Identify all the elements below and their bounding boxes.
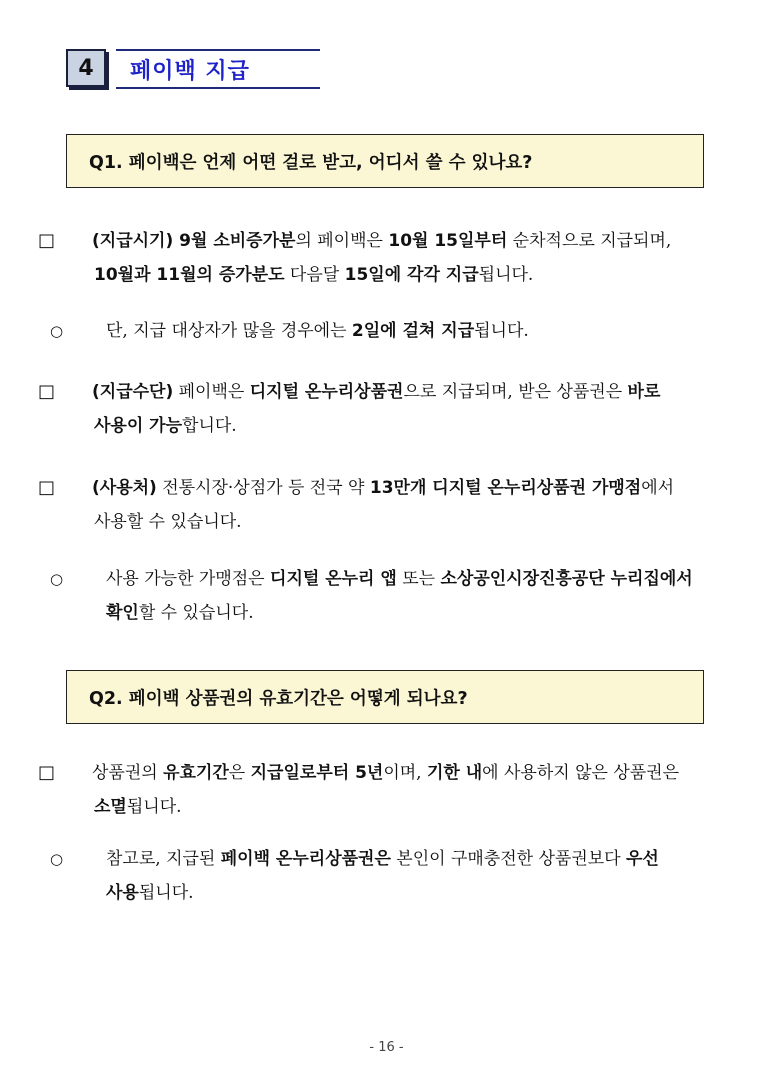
- emphasis-text: 10월과 11월의 증가분도: [94, 265, 285, 285]
- emphasis-text: 페이백 온누리상품권은: [220, 849, 391, 869]
- body-text: 상품권의: [92, 763, 164, 783]
- body-text: 또는: [396, 569, 441, 589]
- body-text: 됩니다.: [138, 883, 194, 903]
- emphasis-text: 13만개 디지털 온누리상품권 가맹점: [369, 478, 642, 498]
- body-text: 으로 지급되며, 받은 상품권은: [403, 382, 628, 402]
- q2-item-validity: [38, 756, 712, 824]
- body-text: 다음달: [284, 265, 345, 285]
- body-text: 단, 지급 대상자가 많을 경우에는: [106, 321, 352, 341]
- body-text: 됩니다.: [478, 265, 534, 285]
- body-text: 본인이 구매충전한 상품권보다: [390, 849, 626, 869]
- body-text: 에 사용하지 않은 상품권은: [482, 763, 680, 783]
- emphasis-text: 소멸: [94, 797, 127, 817]
- q1-item-usage-place: [38, 471, 712, 539]
- q2-subitem-priority: [50, 842, 712, 910]
- section-number: 4: [66, 49, 106, 87]
- body-text: 에서 사용할 수 있습니다.: [94, 478, 675, 532]
- page-number: - 16 -: [369, 1040, 404, 1055]
- q1-item-timing: [38, 224, 712, 292]
- body-text: 참고로, 지급된: [106, 849, 221, 869]
- emphasis-text: 유효기간: [163, 763, 229, 783]
- body-text: 이며,: [383, 763, 427, 783]
- circle-bullet-icon: ○: [50, 322, 64, 340]
- body-text: 됩니다.: [474, 321, 529, 341]
- emphasis-text: (지급수단): [92, 382, 174, 402]
- body-text: 할 수 있습니다.: [138, 603, 254, 623]
- checkbox-bullet-icon: □: [38, 381, 56, 402]
- circle-bullet-icon: ○: [50, 570, 64, 588]
- checkbox-bullet-icon: □: [38, 762, 56, 783]
- question-text: Q1. 페이백은 언제 어떤 걸로 받고, 어디서 쓸 수 있나요?: [89, 152, 533, 173]
- emphasis-text: 디지털 온누리 앱: [270, 569, 397, 589]
- body-text: 순차적으로 지급되며,: [507, 231, 672, 251]
- emphasis-text: 2일에 걸쳐 지급: [351, 321, 475, 341]
- q1-subitem-store-check: [50, 562, 712, 630]
- body-text: 합니다.: [182, 416, 237, 436]
- emphasis-text: 지급일로부터 5년: [250, 763, 384, 783]
- circle-bullet-icon: ○: [50, 850, 64, 868]
- section-title: 페이백 지급: [116, 49, 320, 89]
- body-text: 페이백은: [173, 382, 250, 402]
- emphasis-text: (지급시기) 9월 소비증가분: [92, 231, 296, 251]
- question-text: Q2. 페이백 상품권의 유효기간은 어떻게 되나요?: [89, 688, 468, 709]
- emphasis-text: 바로 사용이 가능: [94, 382, 661, 436]
- emphasis-text: 소상공인시장진흥공단 누리집에서 확인: [106, 569, 693, 623]
- q1-subitem-split-payment: [50, 314, 712, 348]
- question-box-q2: [66, 670, 704, 724]
- body-text: 의 페이백은: [295, 231, 389, 251]
- body-text: 전통시장·상점가 등 전국 약: [156, 478, 370, 498]
- question-box-q1: [66, 134, 704, 188]
- emphasis-text: 우선 사용: [106, 849, 659, 903]
- emphasis-text: 15일에 각각 지급: [344, 265, 479, 285]
- q1-item-method: [38, 375, 712, 443]
- body-text: 됩니다.: [126, 797, 182, 817]
- checkbox-bullet-icon: □: [38, 230, 56, 251]
- emphasis-text: 디지털 온누리상품권: [249, 382, 404, 402]
- checkbox-bullet-icon: □: [38, 477, 56, 498]
- emphasis-text: 10월 15일부터: [388, 231, 508, 251]
- body-text: 사용 가능한 가맹점은: [106, 569, 271, 589]
- emphasis-text: 기한 내: [426, 763, 483, 783]
- body-text: 은: [228, 763, 251, 783]
- emphasis-text: (사용처): [92, 478, 157, 498]
